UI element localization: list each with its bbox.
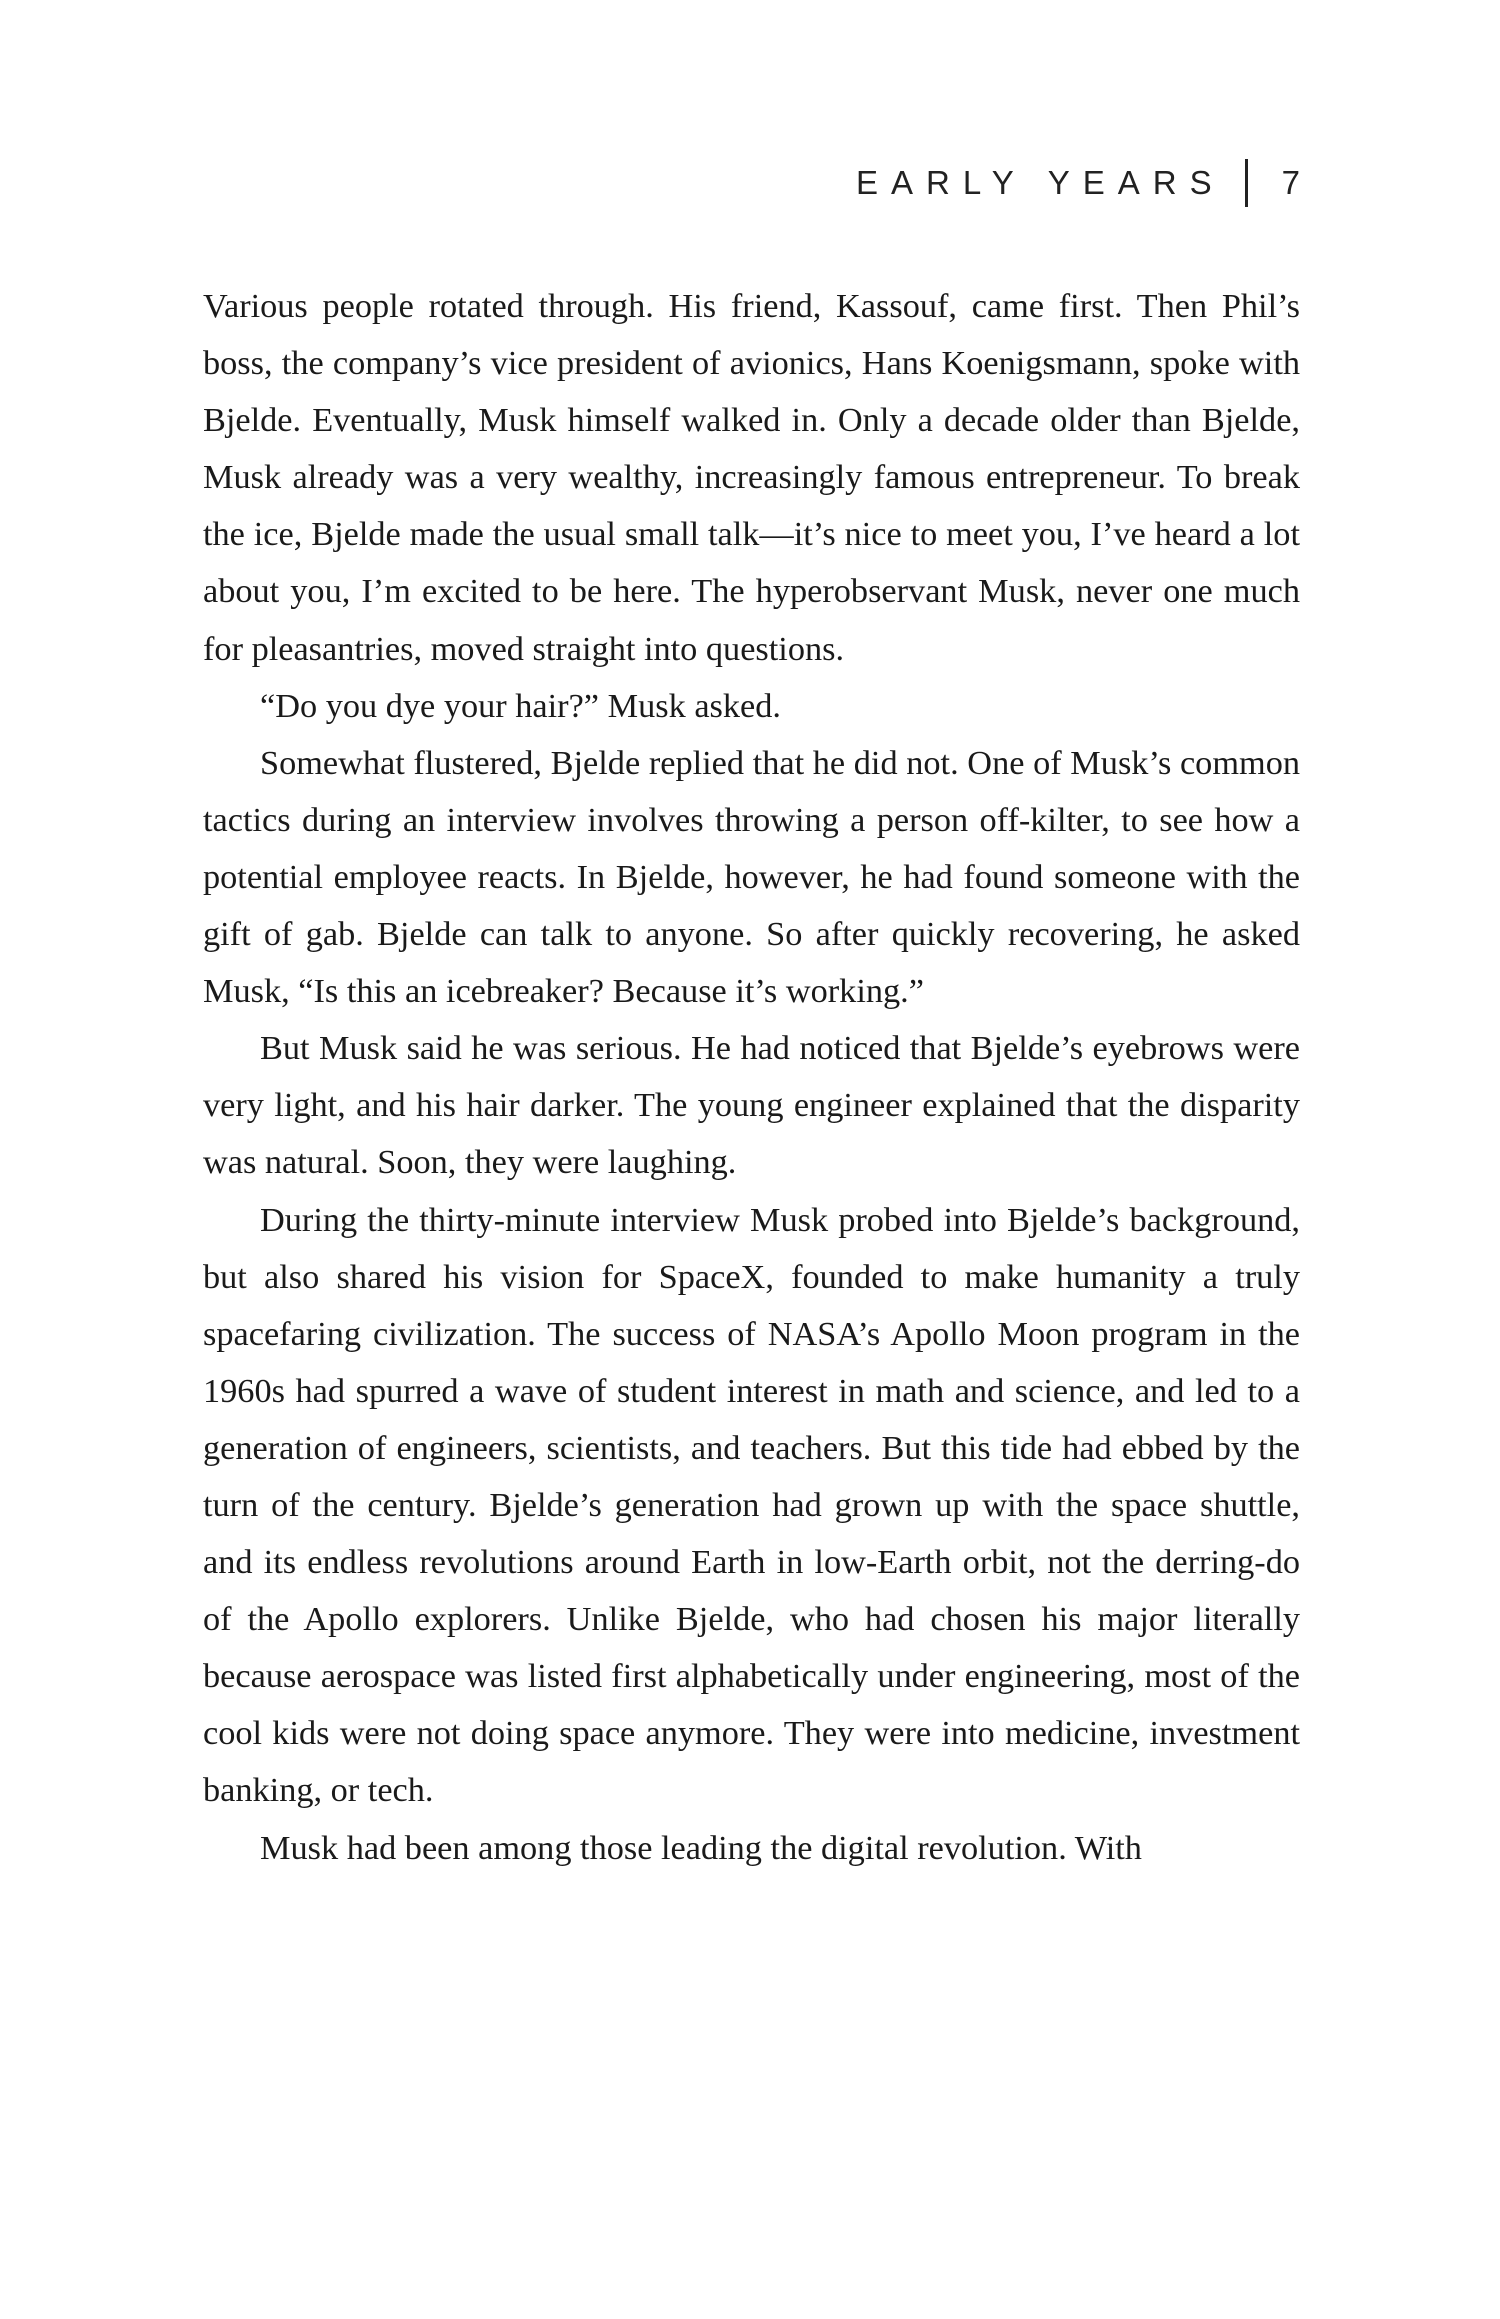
running-head [856, 160, 1300, 206]
section-title: EARLY YEARS [856, 164, 1225, 201]
paragraph: Various people rotated through. His friend, Kassouf, came first. Then Phil’s boss, the company’s vice president of avionics, Hans Koenigsmann, spoke with Bjelde. Eventually, Musk himself walked in. Only a decade older than Bjelde, Musk already was a very wealthy, increasingly famous entrepreneur. To break the ice, Bjelde made the usual small talk—it’s nice to meet you, I’ve heard a lot about you, I’m excited to be here. The hyperobservant Musk, never one much for pleasantries, moved straight into questions. [203, 287, 1300, 668]
paragraph: Somewhat flustered, Bjelde replied that he did not. One of Musk’s common tactics during an interview involves throwing a person off-kilter, to see how a potential employee reacts. In Bjelde, however, he had found someone with the gift of gab. Bjelde can talk to anyone. So after quickly recovering, he asked Musk, “Is this an icebreaker? Because it’s working.” [203, 743, 1300, 1011]
body-text [203, 278, 1300, 1877]
header-divider [1245, 159, 1248, 207]
paragraph: “Do you dye your hair?” Musk asked. [260, 686, 781, 725]
paragraph: Musk had been among those leading the digital revolution. With [260, 1828, 1142, 1867]
page-number: 7 [1281, 164, 1300, 201]
paragraph: But Musk said he was serious. He had noticed that Bjelde’s eyebrows were very light, and his hair darker. The young engineer explained that the disparity was natural. Soon, they were laughing. [203, 1029, 1300, 1182]
paragraph: During the thirty-minute interview Musk probed into Bjelde’s background, but also shared his vision for SpaceX, founded to make humanity a truly spacefaring civilization. The success of NASA’s Apollo Moon program in the 1960s had spurred a wave of student interest in math and science, and led to a generation of engineers, scientists, and teachers. But this tide had ebbed by the turn of the century. Bjelde’s generation had grown up with the space shuttle, and its endless revolutions around Earth in low-Earth orbit, not the derring-do of the Apollo explorers. Unlike Bjelde, who had chosen his major literally because aerospace was listed first alphabetically under engineering, most of the cool kids were not doing space anymore. They were into medicine, investment banking, or tech. [203, 1200, 1300, 1810]
